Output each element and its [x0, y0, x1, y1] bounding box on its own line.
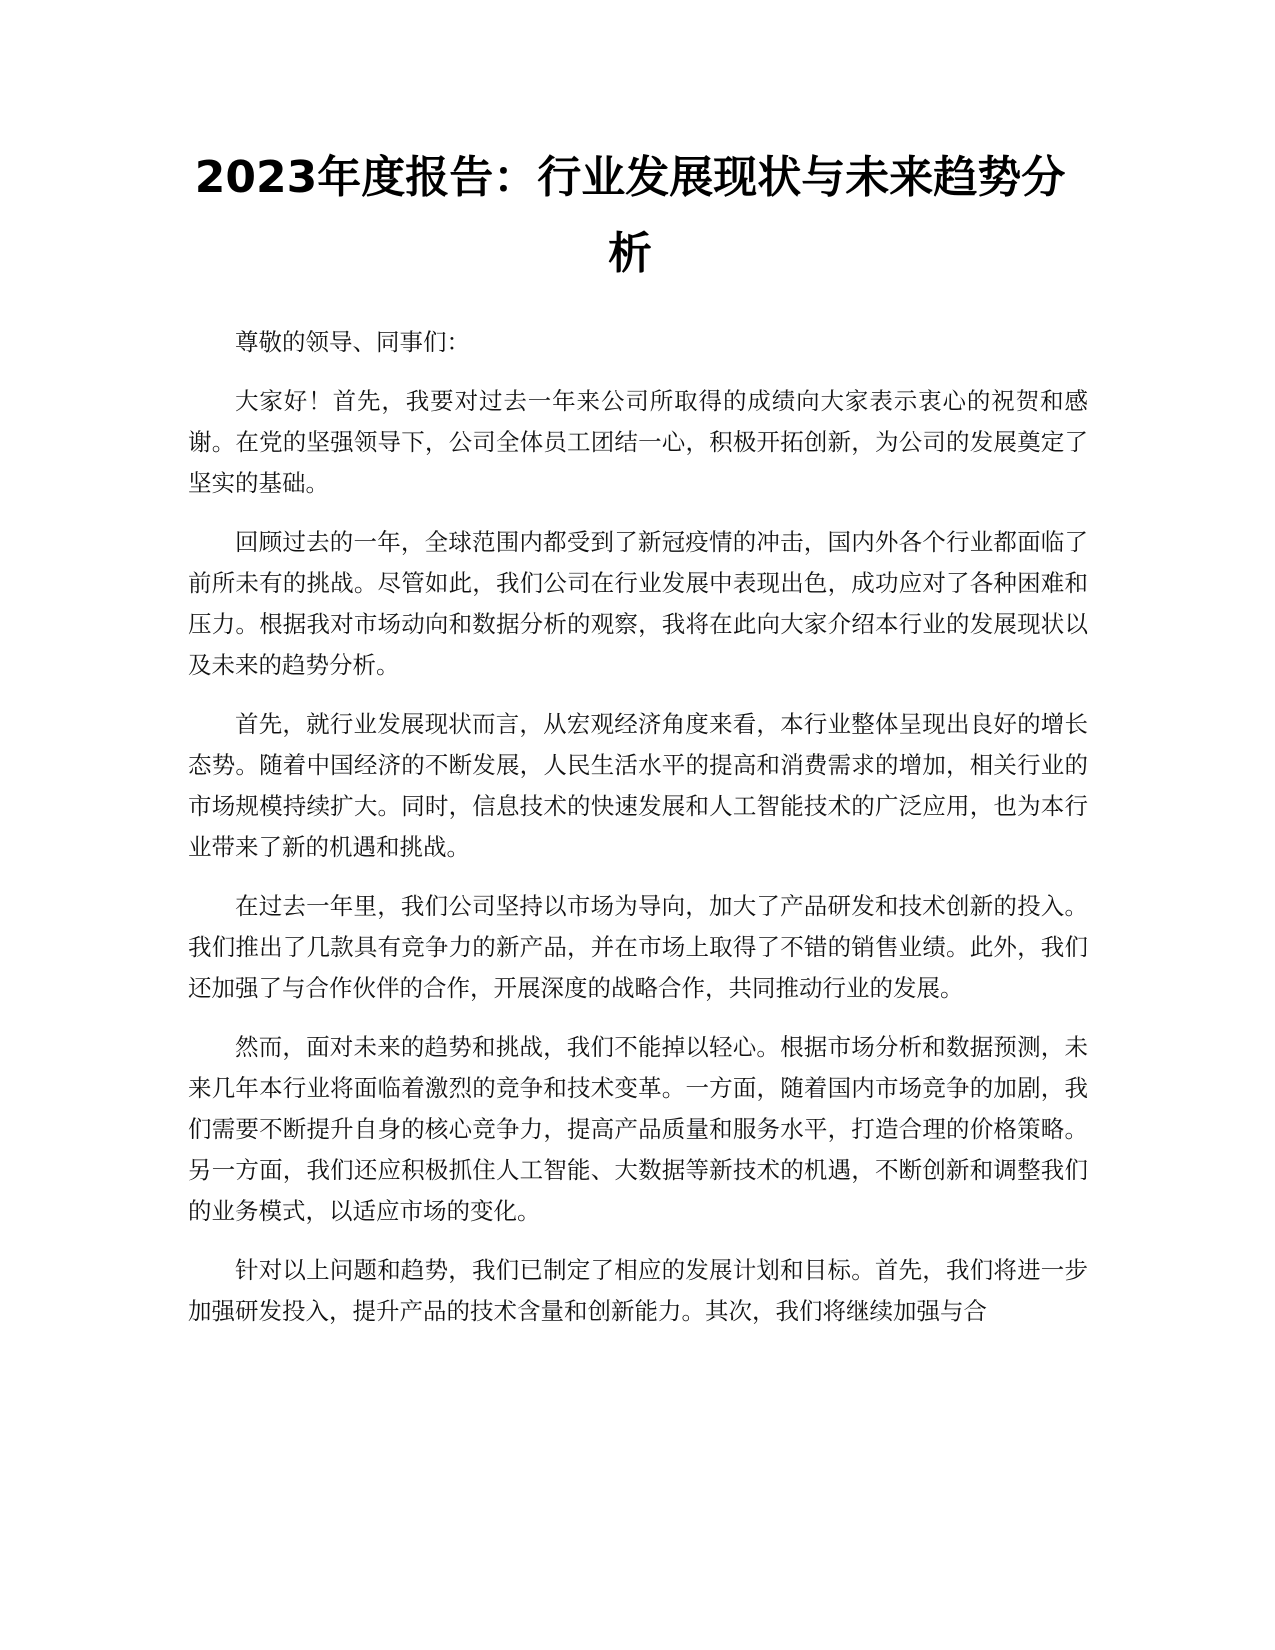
paragraph-review: 回顾过去的一年，全球范围内都受到了新冠疫情的冲击，国内外各个行业都面临了前所未有的挑战。尽管如此，我们公司在行业发展中表现出色，成功应对了各种困难和压力。根据我对市场动向和数据分析的观察，我将在此向大家介绍本行业的发展现状以及未来的趋势分析。 [188, 528, 1088, 679]
paragraph-greeting: 大家好！首先，我要对过去一年来公司所取得的成绩向大家表示衷心的祝贺和感谢。在党的坚强领导下，公司全体员工团结一心，积极开拓创新，为公司的发展奠定了坚实的基础。 [188, 387, 1088, 497]
paragraph-current-status: 首先，就行业发展现状而言，从宏观经济角度来看，本行业整体呈现出良好的增长态势。随着中国经济的不断发展，人民生活水平的提高和消费需求的增加，相关行业的市场规模持续扩大。同时，信息技术的快速发展和人工智能技术的广泛应用，也为本行业带来了新的机遇和挑战。 [188, 710, 1088, 861]
salutation: 尊敬的领导、同事们： [235, 328, 470, 356]
document-body [188, 322, 1088, 1350]
paragraph-company-achievements: 在过去一年里，我们公司坚持以市场为导向，加大了产品研发和技术创新的投入。我们推出了几款具有竞争力的新产品，并在市场上取得了不错的销售业绩。此外，我们还加强了与合作伙伴的合作，开展深度的战略合作，共同推动行业的发展。 [188, 892, 1088, 1002]
document-title: 2023年度报告：行业发展现状与未来趋势分析 [194, 152, 1066, 279]
paragraph-future-challenges: 然而，面对未来的趋势和挑战，我们不能掉以轻心。根据市场分析和数据预测，未来几年本行业将面临着激烈的竞争和技术变革。一方面，随着国内市场竞争的加剧，我们需要不断提升自身的核心竞争力，提高产品质量和服务水平，打造合理的价格策略。另一方面，我们还应积极抓住人工智能、大数据等新技术的机遇，不断创新和调整我们的业务模式，以适应市场的变化。 [188, 1033, 1088, 1225]
paragraph-plans: 针对以上问题和趋势，我们已制定了相应的发展计划和目标。首先，我们将进一步加强研发投入，提升产品的技术含量和创新能力。其次，我们将继续加强与合 [188, 1256, 1088, 1325]
